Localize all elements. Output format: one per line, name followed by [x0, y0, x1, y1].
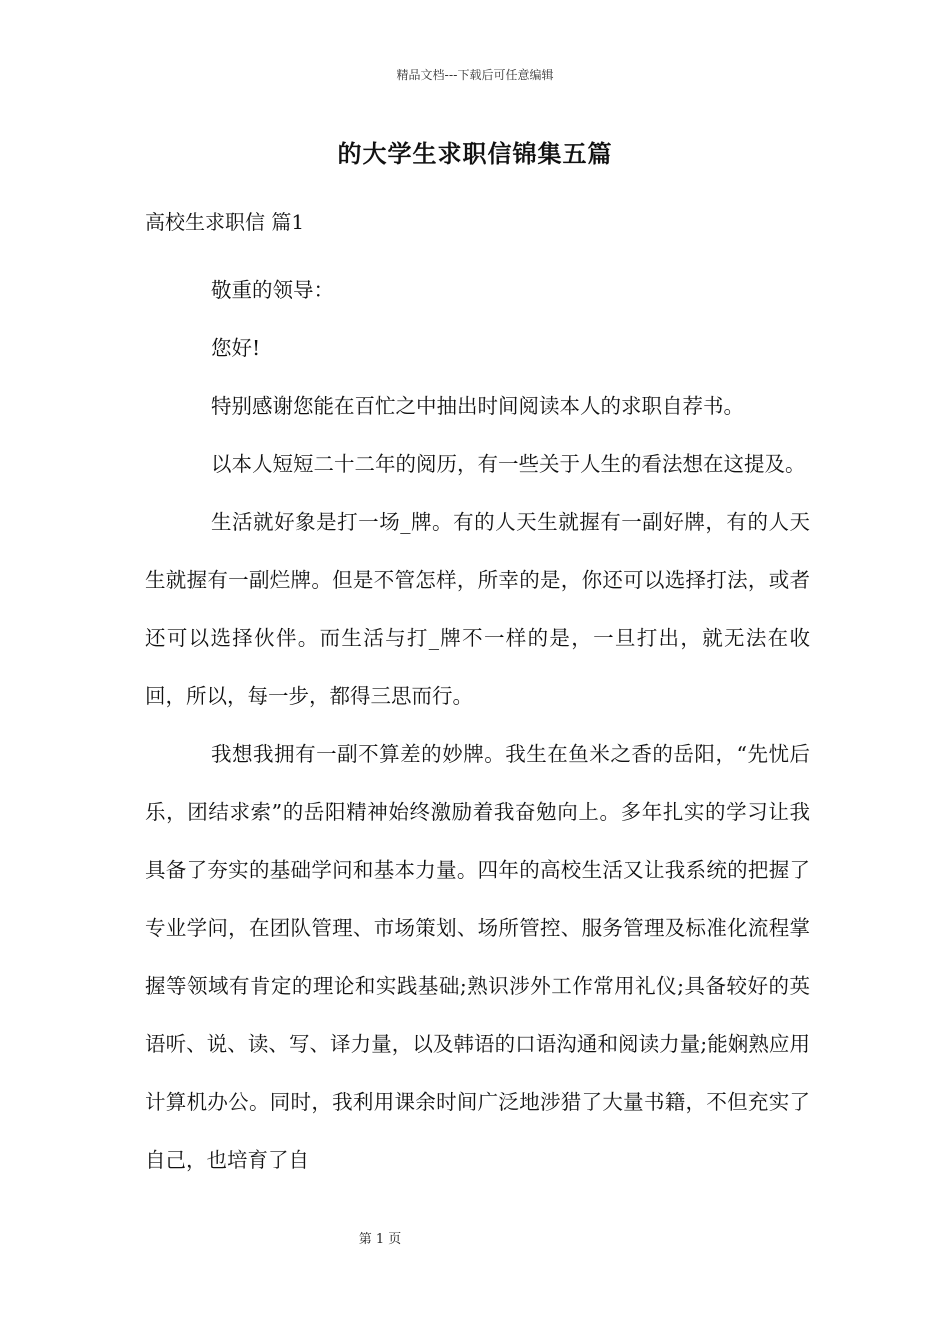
body-paragraph: 特别感谢您能在百忙之中抽出时间阅读本人的求职自荐书。 [211, 394, 744, 418]
salutation: 敬重的领导： [211, 278, 334, 302]
body-paragraph: 以本人短短二十二年的阅历，有一些关于人生的看法想在这提及。 [211, 452, 806, 476]
section-heading: 高校生求职信 篇1 [145, 210, 305, 234]
header-note: 精品文档---下载后可任意编辑 [396, 68, 554, 82]
page-number: 第 1 页 [358, 1232, 402, 1247]
document-title: 的大学生求职信锦集五篇 [337, 139, 613, 168]
document-body [145, 261, 810, 1189]
body-paragraph: 我想我拥有一副不算差的妙牌。我生在鱼米之香的岳阳，“先忧后乐，团结求索”的岳阳精神始终激励着我奋勉向上。多年扎实的学习让我具备了夯实的基础学问和基本力量。四年的高校生活又让我系统的把握了专业学问，在团队管理、市场策划、场所管控、服务管理及标准化流程掌握等领域有肯定的理论和实践基础;熟识涉外工作常用礼仪;具备较好的英语听、说、读、写、译力量，以及韩语的口语沟通和阅读力量;能娴熟应用计算机办公。同时，我利用课余时间广泛地涉猎了大量书籍，不但充实了自己，也培育了自 [145, 742, 810, 1172]
body-paragraph: 生活就好象是打一场_牌。有的人天生就握有一副好牌，有的人天生就握有一副烂牌。但是不管怎样，所幸的是，你还可以选择打法，或者还可以选择伙伴。而生活与打_牌不一样的是，一旦打出，就无法在收回，所以，每一步，都得三思而行。 [145, 510, 810, 708]
greeting: 您好! [211, 336, 261, 360]
